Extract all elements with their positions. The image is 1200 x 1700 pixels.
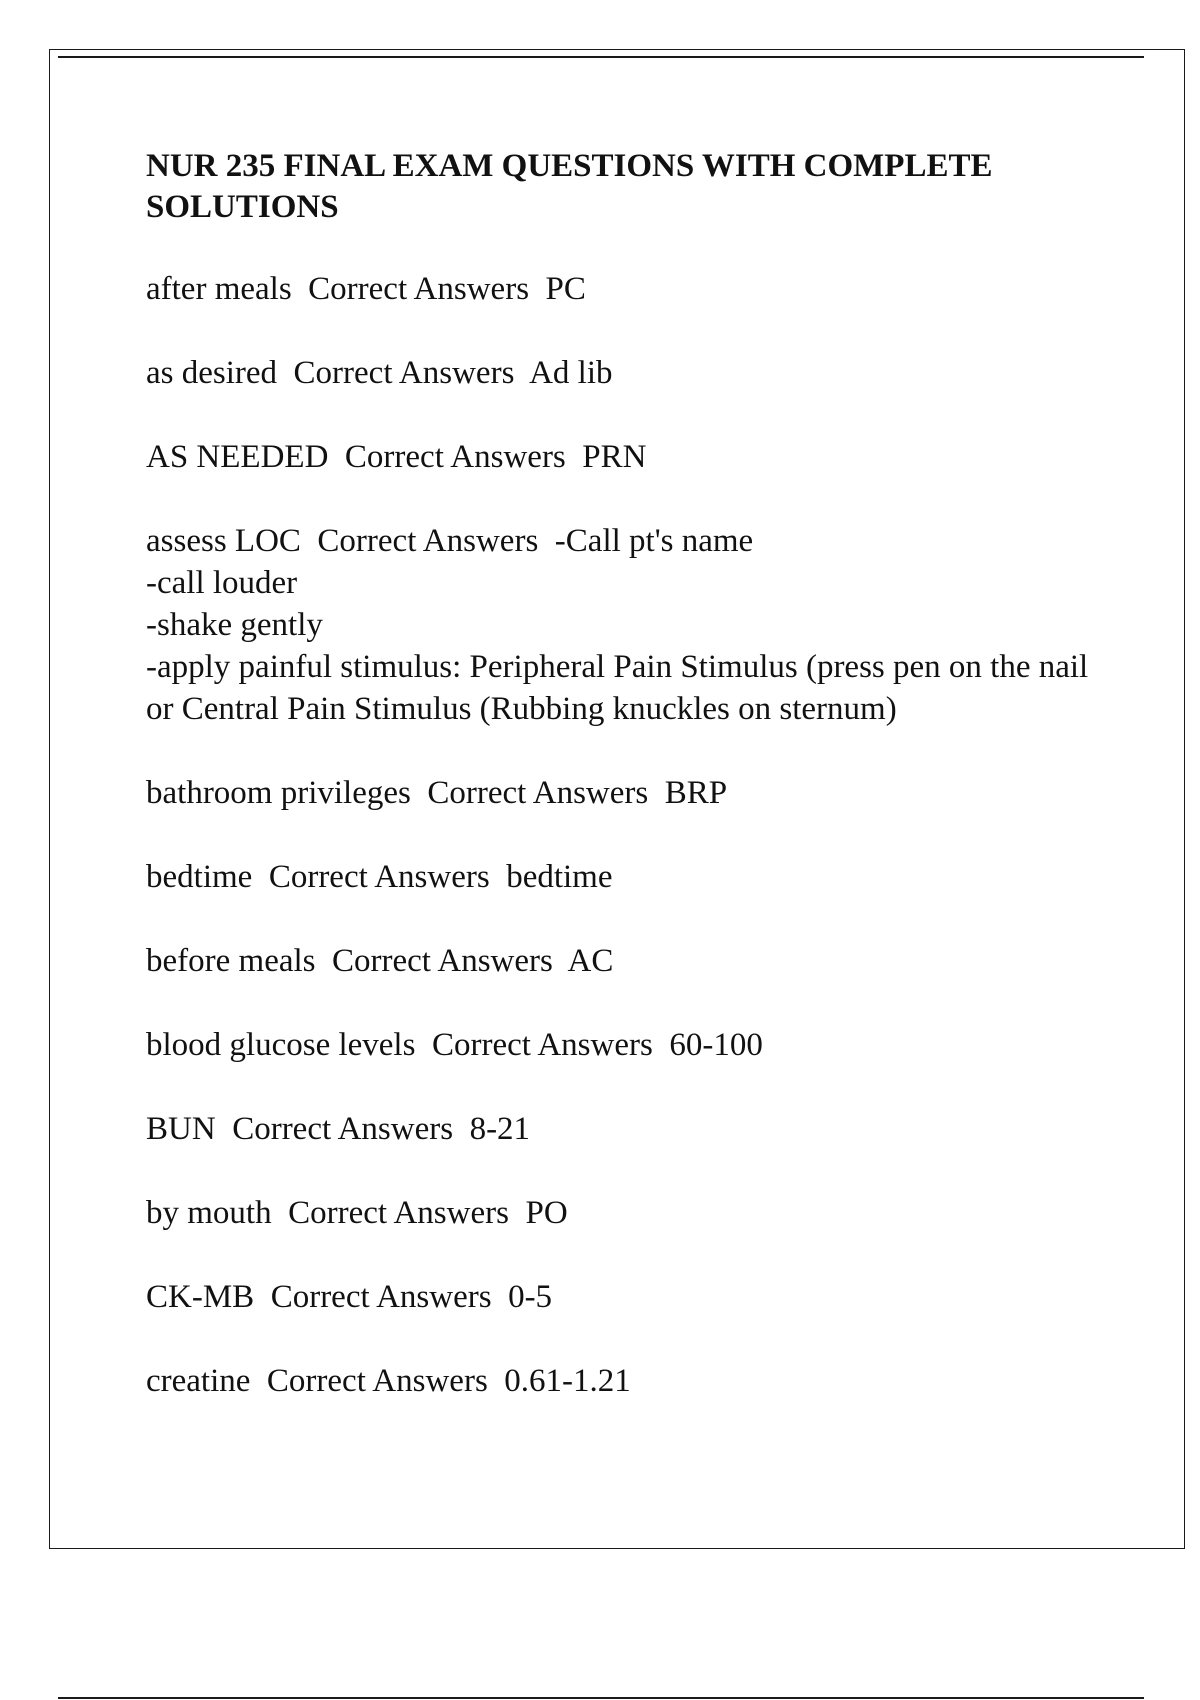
qa-separator: Correct Answers bbox=[250, 1363, 505, 1399]
qa-term: before meals bbox=[146, 943, 316, 979]
qa-separator: Correct Answers bbox=[415, 1027, 670, 1063]
qa-answer-line: -apply painful stimulus: Peripheral Pain Stimulus (press pen on the nail or Central Pain Stimulus (Rubbing knuckles on sternum) bbox=[146, 649, 1089, 727]
qa-separator: Correct Answers bbox=[215, 1111, 470, 1147]
qa-item bbox=[146, 1360, 1106, 1402]
qa-item bbox=[146, 1108, 1106, 1150]
document-title: NUR 235 FINAL EXAM QUESTIONS WITH COMPLETE SOLUTIONS bbox=[146, 148, 993, 225]
qa-item bbox=[146, 1276, 1106, 1318]
qa-item bbox=[146, 940, 1106, 982]
qa-term: bedtime bbox=[146, 859, 253, 895]
qa-term: after meals bbox=[146, 271, 292, 307]
qa-term: assess LOC bbox=[146, 523, 301, 559]
qa-item bbox=[146, 520, 1106, 730]
qa-answer: AC bbox=[567, 943, 614, 979]
qa-answer-line: -shake gently bbox=[146, 607, 323, 643]
qa-separator: Correct Answers bbox=[328, 439, 583, 475]
qa-answer: PC bbox=[545, 271, 586, 307]
qa-item bbox=[146, 856, 1106, 898]
top-rule bbox=[58, 56, 1144, 58]
qa-answer: PRN bbox=[582, 439, 647, 475]
qa-term: blood glucose levels bbox=[146, 1027, 416, 1063]
qa-separator: Correct Answers bbox=[252, 859, 507, 895]
qa-separator: Correct Answers bbox=[291, 271, 546, 307]
qa-answer: -Call pt's name bbox=[554, 523, 754, 559]
qa-separator: Correct Answers bbox=[315, 943, 568, 979]
qa-item bbox=[146, 436, 1106, 478]
qa-term: as desired bbox=[146, 355, 278, 391]
qa-term: bathroom privileges bbox=[146, 775, 411, 811]
bottom-rule bbox=[58, 1697, 1144, 1699]
qa-item bbox=[146, 268, 1106, 310]
qa-term: CK-MB bbox=[146, 1279, 255, 1315]
qa-item bbox=[146, 1024, 1106, 1066]
qa-term: creatine bbox=[146, 1363, 251, 1399]
qa-answer: 60-100 bbox=[669, 1027, 763, 1063]
qa-answer: 8-21 bbox=[469, 1111, 531, 1147]
qa-answer: 0-5 bbox=[508, 1279, 553, 1315]
qa-separator: Correct Answers bbox=[254, 1279, 509, 1315]
qa-answer: PO bbox=[525, 1195, 568, 1231]
qa-answer: BRP bbox=[664, 775, 728, 811]
qa-answer: Ad lib bbox=[529, 355, 613, 391]
qa-item bbox=[146, 1192, 1106, 1234]
qa-term: by mouth bbox=[146, 1195, 272, 1231]
qa-item bbox=[146, 352, 1106, 394]
qa-answer-line: -call louder bbox=[146, 565, 298, 601]
qa-item bbox=[146, 772, 1106, 814]
qa-separator: Correct Answers bbox=[300, 523, 555, 559]
document-content bbox=[146, 146, 1106, 1444]
qa-separator: Correct Answers bbox=[410, 775, 665, 811]
qa-answer: 0.61-1.21 bbox=[504, 1363, 631, 1399]
qa-separator: Correct Answers bbox=[277, 355, 530, 391]
qa-term: BUN bbox=[146, 1111, 216, 1147]
qa-answer: bedtime bbox=[506, 859, 613, 895]
qa-separator: Correct Answers bbox=[271, 1195, 526, 1231]
qa-term: AS NEEDED bbox=[146, 439, 329, 475]
